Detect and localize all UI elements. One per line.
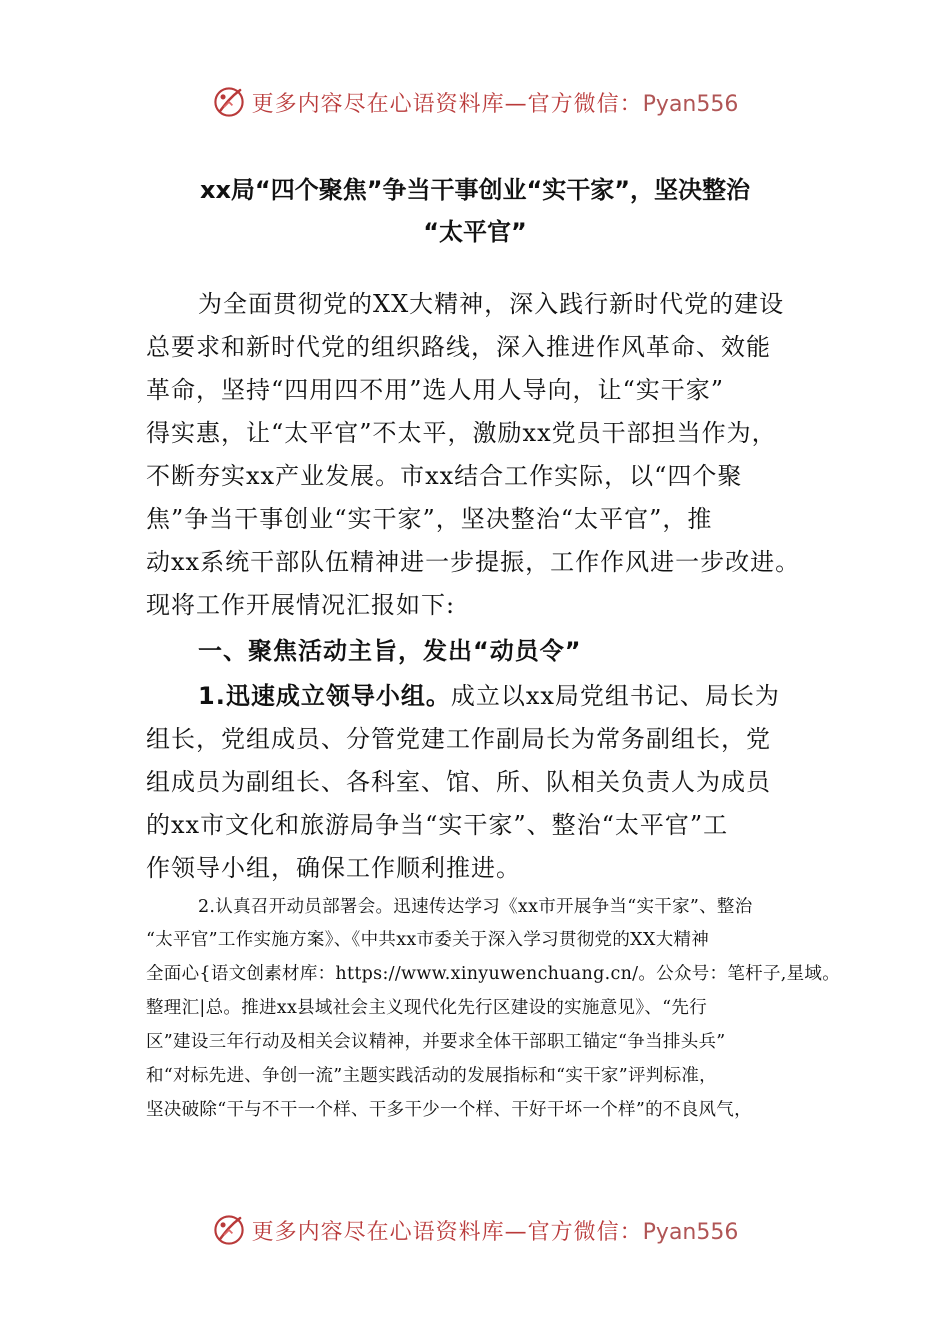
- item-2-line: 区”建设三年行动及相关会议精神，并要求全体干部职工锚定“争当排头兵”: [146, 1032, 726, 1052]
- watermark-banner-bottom: [0, 1208, 950, 1252]
- item-2-line: 整理汇|总。推进xx县域社会主义现代化先行区建设的实施意见》、“先行: [146, 998, 708, 1018]
- item-2-line: 和“对标先进、争创一流”主题实践活动的发展指标和“实干家”评判标准，: [146, 1066, 717, 1086]
- item-1-line: 的xx市文化和旅游局争当“实干家”、整治“太平官”工: [146, 811, 729, 839]
- watermark-banner-top: [0, 80, 950, 124]
- intro-line: 革命，坚持“四用四不用”选人用人导向，让“实干家”: [146, 376, 725, 404]
- document-title-line-1: xx局“四个聚焦”争当干事创业“实干家”，坚决整治: [199, 176, 751, 204]
- watermark-text: 更多内容尽在心语资料库—官方微信：Pyan556: [251, 1219, 739, 1245]
- quill-logo-icon: [212, 1213, 246, 1247]
- item-1-lead: 1.迅速成立领导小组。: [198, 682, 451, 710]
- section-heading: 一、聚焦活动主旨，发出“动员令”: [198, 637, 582, 665]
- intro-line: 现将工作开展情况汇报如下:: [146, 591, 456, 619]
- item-2-line: “太平官”工作实施方案》、《中共xx市委关于深入学习贯彻党的XX大精神: [146, 930, 710, 950]
- intro-line: 总要求和新时代党的组织路线，深入推进作风革命、效能: [146, 333, 771, 361]
- intro-line: 不断夯实xx产业发展。市xx结合工作实际，以“四个聚: [146, 462, 743, 490]
- watermark-text: 更多内容尽在心语资料库—官方微信：Pyan556: [251, 91, 739, 117]
- intro-line: 焦”争当干事创业“实干家”，坚决整治“太平官”，推: [146, 505, 713, 533]
- item-1-line: 组成员为副组长、各科室、馆、所、队相关负责人为成员: [146, 768, 771, 796]
- item-1-first-line: [198, 676, 780, 711]
- intro-line: 得实惠，让“太平官”不太平，激励xx党员干部担当作为，: [146, 419, 777, 447]
- item-1-first-rest: 成立以xx局党组书记、局长为: [450, 682, 780, 710]
- document-title-line-2: “太平官”: [423, 218, 527, 246]
- item-2-line: 全面心{语文创素材库：https://www.xinyuwenchuang.cn/。公众号：笔杆子,星域。: [146, 964, 841, 984]
- item-2-line: 2.认真召开动员部署会。迅速传达学习《xx市开展争当“实干家”、整治: [198, 897, 753, 917]
- item-1-line: 组长，党组成员、分管党建工作副局长为常务副组长，党: [146, 725, 771, 753]
- intro-line: 为全面贯彻党的XX大精神，深入践行新时代党的建设: [198, 290, 785, 318]
- item-1-line: 作领导小组，确保工作顺利推进。: [146, 854, 521, 882]
- item-2-line: 坚决破除“干与不干一个样、干多干少一个样、干好干坏一个样”的不良风气，: [146, 1100, 752, 1120]
- quill-logo-icon: [212, 85, 246, 119]
- intro-line: 动xx系统干部队伍精神进一步提振，工作作风进一步改进。: [146, 548, 801, 576]
